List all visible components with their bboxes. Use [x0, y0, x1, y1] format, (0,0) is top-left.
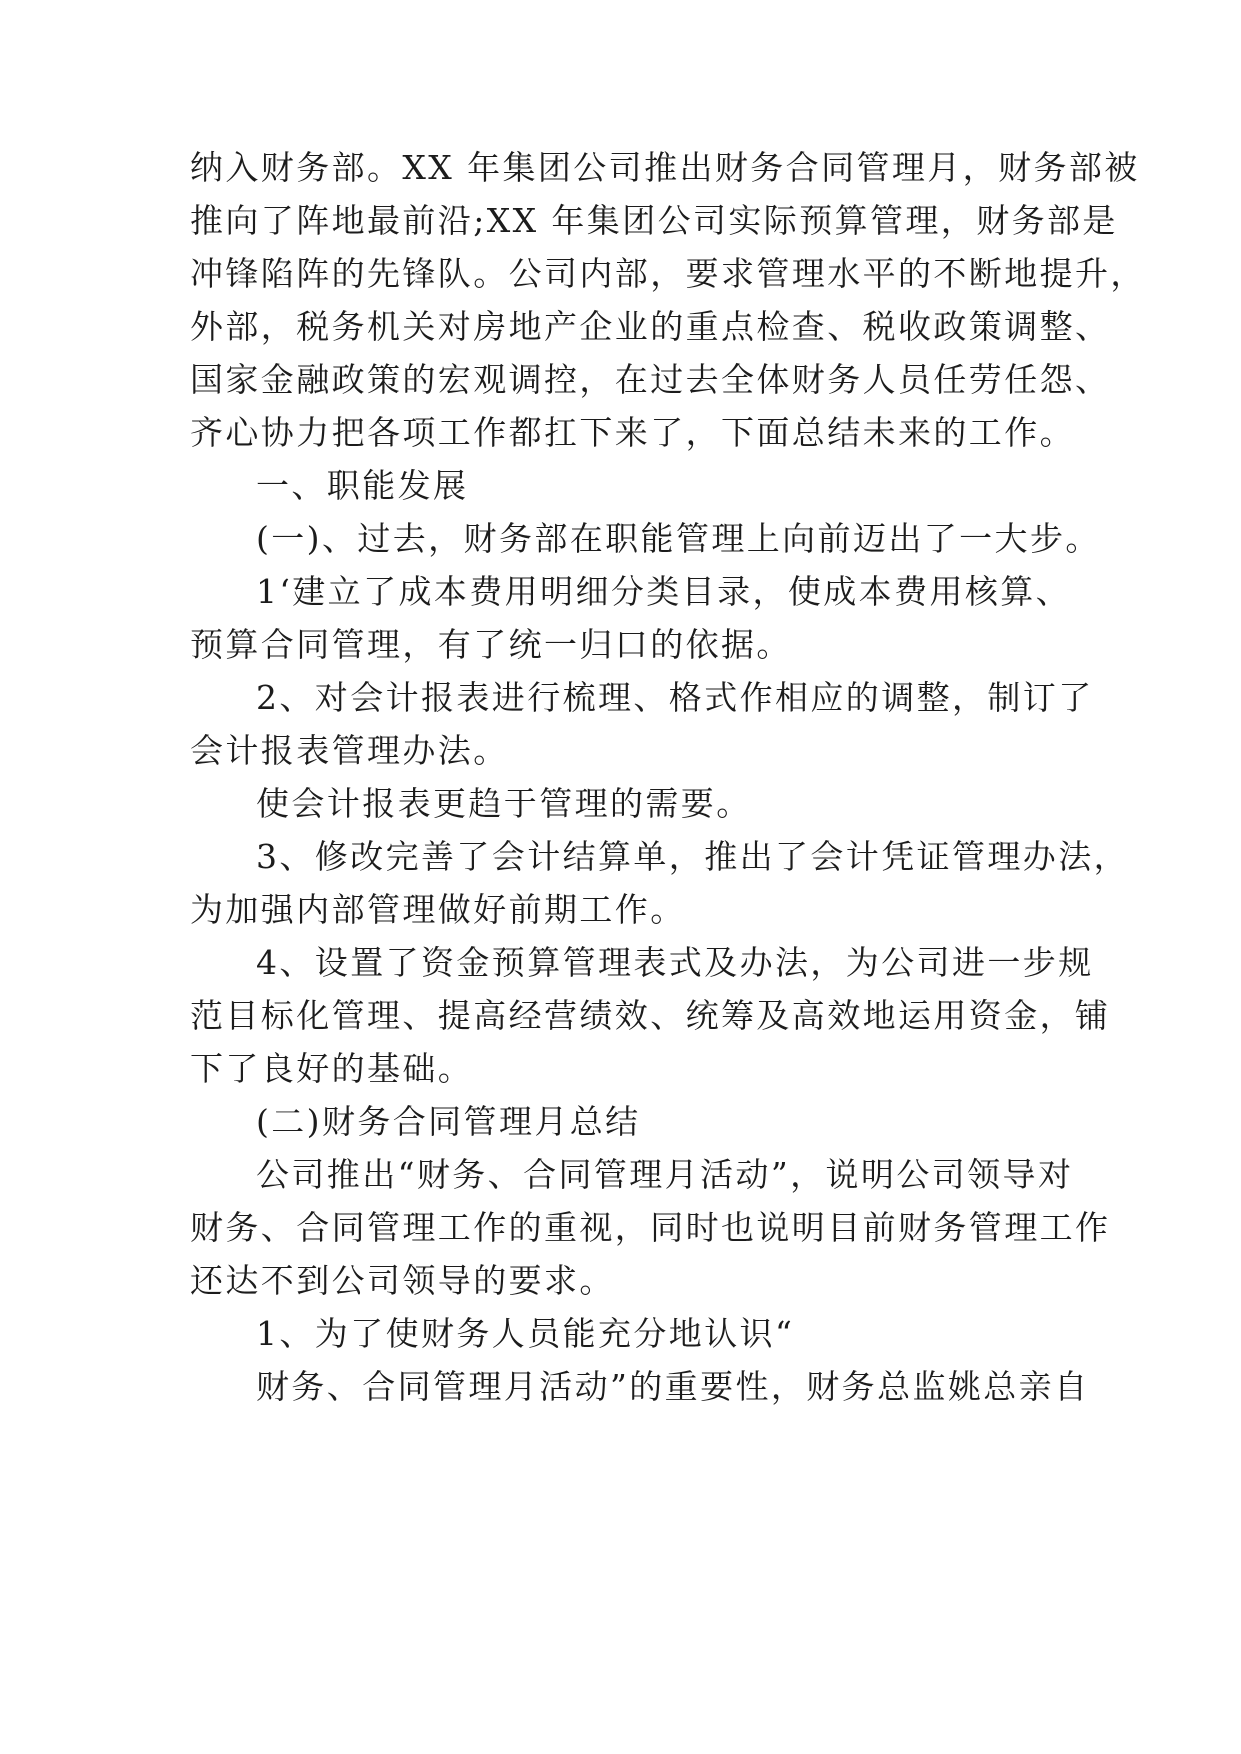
body-text-line: 国家金融政策的宏观调控，在过去全体财务人员任劳任怨、: [190, 360, 1111, 399]
body-text-line: 下了良好的基础。: [190, 1049, 474, 1088]
body-text-line: 推向了阵地最前沿;XX 年集团公司实际预算管理，财务部是: [190, 201, 1118, 240]
list-item-text: 1‘建立了成本费用明细分类目录，使成本费用核算、: [256, 572, 1072, 611]
body-text-line: 财务、合同管理月活动”的重要性，财务总监姚总亲自: [256, 1367, 1090, 1406]
body-text-line: 范目标化管理、提高经营绩效、统筹及高效地运用资金，铺: [190, 996, 1111, 1035]
subsection-heading: (二)财务合同管理月总结: [256, 1102, 641, 1141]
body-text-line: 冲锋陷阵的先锋队。公司内部，要求管理水平的不断地提升，: [190, 254, 1146, 293]
subsection-heading: (一)、过去，财务部在职能管理上向前迈出了一大步。: [256, 519, 1101, 558]
body-text-line: 纳入财务部。XX 年集团公司推出财务合同管理月，财务部被: [190, 148, 1140, 187]
list-item-text: 4、设置了资金预算管理表式及办法，为公司进一步规: [256, 943, 1094, 982]
list-item-text: 1、为了使财务人员能充分地认识“: [256, 1314, 795, 1353]
body-text-line: 会计报表管理办法。: [190, 731, 509, 770]
body-text-line: 外部，税务机关对房地产企业的重点检查、税收政策调整、: [190, 307, 1111, 346]
body-text-line: 财务、合同管理工作的重视，同时也说明目前财务管理工作: [190, 1208, 1111, 1247]
list-item-text: 2、对会计报表进行梳理、格式作相应的调整，制订了: [256, 678, 1094, 717]
body-text-line: 为加强内部管理做好前期工作。: [190, 890, 686, 929]
section-heading: 一、职能发展: [256, 466, 469, 505]
body-text-line: 公司推出“财务、合同管理月活动”，说明公司领导对: [256, 1155, 1074, 1194]
body-text-line: 预算合同管理，有了统一归口的依据。: [190, 625, 792, 664]
body-text-line: 还达不到公司领导的要求。: [190, 1261, 615, 1300]
list-item-text: 3、修改完善了会计结算单，推出了会计凭证管理办法，: [256, 837, 1129, 876]
body-text-line: 使会计报表更趋于管理的需要。: [256, 784, 752, 823]
body-text-line: 齐心协力把各项工作都扛下来了，下面总结未来的工作。: [190, 413, 1075, 452]
